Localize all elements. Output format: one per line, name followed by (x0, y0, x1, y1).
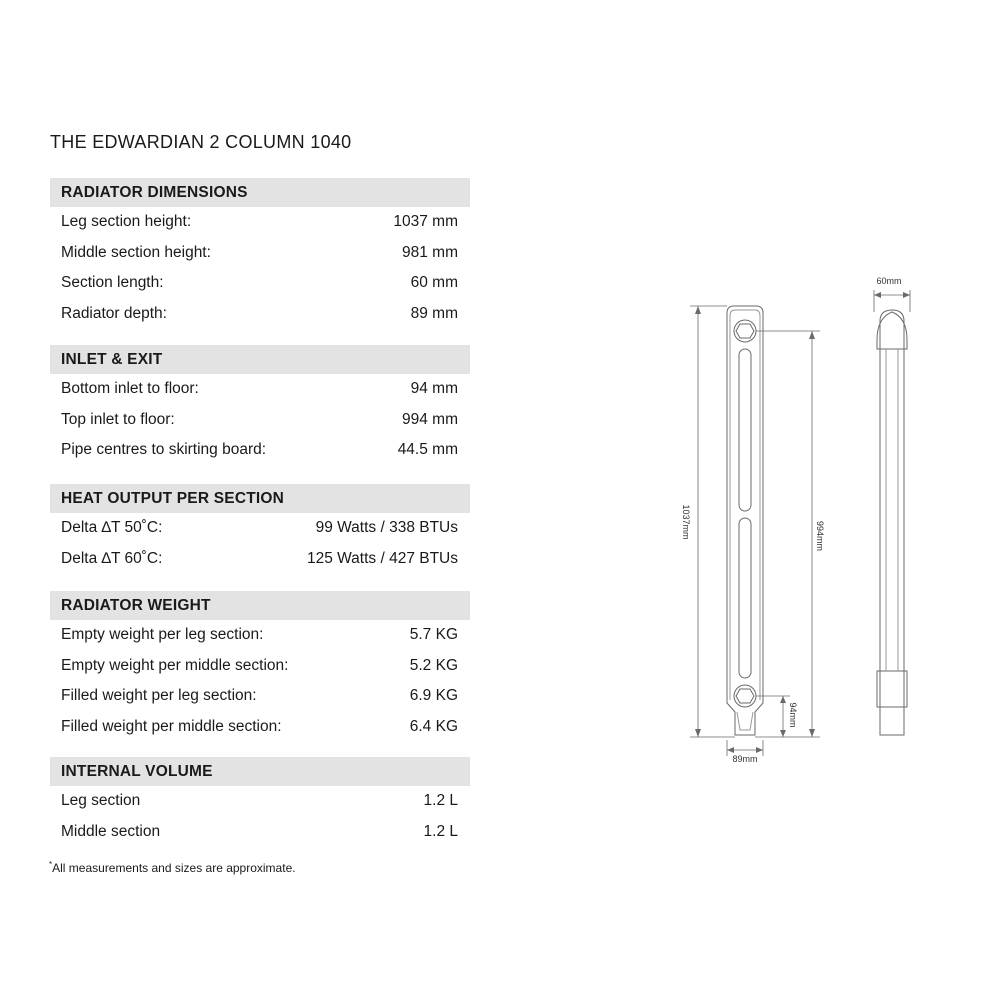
side-view-top-boss (877, 312, 907, 349)
section-header: RADIATOR DIMENSIONS (50, 178, 470, 207)
spec-label: Top inlet to floor: (61, 410, 175, 428)
spec-label: Pipe centres to skirting board: (61, 441, 267, 458)
bottom-inlet-dimension-label: 94mm (788, 702, 798, 728)
spec-value: 981 mm (402, 243, 458, 261)
footnote-text: All measurements and sizes are approximate. (52, 861, 296, 875)
spec-value: 89 mm (410, 304, 458, 322)
front-view-leg (737, 712, 753, 730)
upper-slot (739, 349, 751, 511)
spec-label: Delta ∆T 60˚C: (61, 549, 163, 567)
section-header: INTERNAL VOLUME (50, 757, 470, 786)
side-view-bottom-boss (877, 671, 907, 707)
spec-label: Leg section (61, 792, 141, 809)
section-header: INLET & EXIT (50, 345, 470, 374)
spec-value: 99 Watts / 338 BTUs (315, 519, 458, 536)
spec-label: Radiator depth: (61, 304, 167, 322)
top-inlet-dimension-label: 994mm (815, 520, 825, 552)
spec-label: Delta ∆T 50˚C: (61, 519, 163, 536)
spec-value: 1.2 L (423, 792, 458, 809)
section-header: RADIATOR WEIGHT (50, 591, 470, 620)
section-header: HEAT OUTPUT PER SECTION (50, 484, 470, 513)
spec-value: 6.4 KG (409, 717, 458, 735)
footnote-marker: * (49, 860, 53, 869)
spec-label: Leg section height: (61, 213, 192, 230)
depth-dimension-label: 89mm (732, 754, 758, 764)
spec-value: 1.2 L (423, 822, 458, 840)
spec-label: Empty weight per leg section: (61, 626, 264, 643)
height-dimension-label: 1037mm (681, 504, 691, 540)
top-inlet-icon (734, 320, 756, 342)
spec-label: Bottom inlet to floor: (61, 380, 199, 397)
spec-value: 125 Watts / 427 BTUs (306, 549, 458, 567)
spec-label: Middle section (61, 822, 161, 840)
front-view-inner-outline (730, 310, 760, 700)
spec-label: Section length: (61, 274, 164, 291)
spec-label: Empty weight per middle section: (61, 656, 289, 674)
spec-value: 1037 mm (393, 213, 458, 230)
spec-value: 44.5 mm (397, 441, 458, 458)
bottom-inlet-icon (734, 685, 756, 707)
page-title: THE EDWARDIAN 2 COLUMN 1040 (50, 132, 352, 152)
spec-value: 94 mm (410, 380, 458, 397)
spec-label: Filled weight per leg section: (61, 687, 257, 704)
spec-label: Filled weight per middle section: (61, 717, 282, 735)
length-dimension-label: 60mm (876, 276, 902, 286)
spec-value: 6.9 KG (409, 687, 458, 704)
spec-value: 994 mm (402, 410, 458, 428)
front-view-outline (727, 306, 763, 735)
spec-label: Middle section height: (61, 243, 211, 261)
spec-value: 5.2 KG (409, 656, 458, 674)
spec-value: 5.7 KG (409, 626, 458, 643)
lower-slot (739, 518, 751, 678)
spec-value: 60 mm (410, 274, 458, 291)
